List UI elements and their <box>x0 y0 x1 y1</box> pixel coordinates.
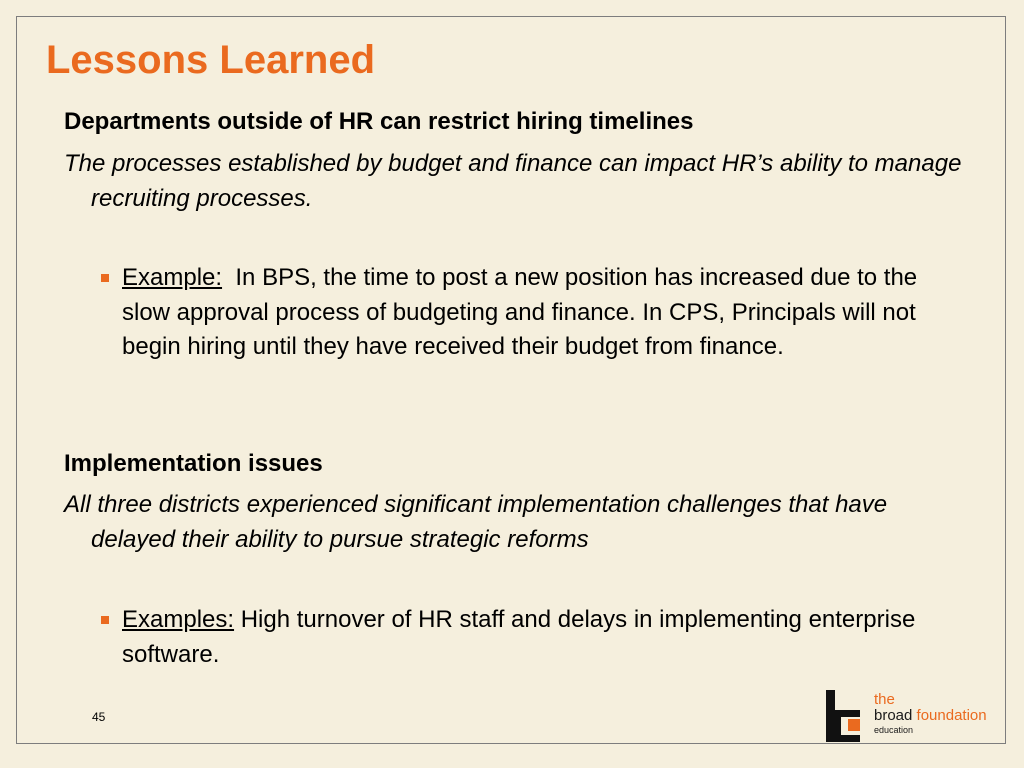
slide-title: Lessons Learned <box>46 38 376 82</box>
logo-mark-icon <box>826 690 860 742</box>
section-subtext-hiring: The processes established by budget and finance can impact HR’s ability to manage recruiting processes. <box>64 150 962 212</box>
square-bullet-icon <box>101 274 109 282</box>
square-bullet-icon <box>101 616 109 624</box>
bullet-text-container <box>122 603 961 672</box>
page-number: 45 <box>92 710 106 724</box>
logo-line-the: the <box>874 691 895 708</box>
logo-word-foundation: foundation <box>916 707 987 724</box>
section-heading-implementation: Implementation issues <box>64 450 323 477</box>
bullet-body: High turnover of HR staff and delays in implementing enterprise software. <box>122 606 916 668</box>
bullet-body: In BPS, the time to post a new position has increased due to the slow approval process of budgeting and finance. In CPS, Principals will not begin hiring until they have received their budget from finance. <box>122 264 918 360</box>
broad-foundation-logo <box>826 690 1004 742</box>
logo-wordmark <box>874 692 987 736</box>
bullet-example-implementation <box>101 603 961 672</box>
bullet-text-container <box>122 261 961 365</box>
section-subtext-implementation: All three districts experienced significant implementation challenges that have delayed their ability to pursue strategic reforms <box>64 491 888 553</box>
bullet-label: Examples: <box>122 606 235 633</box>
logo-word-broad: broad <box>874 707 913 724</box>
bullet-example-hiring <box>101 261 961 365</box>
bullet-label: Example: <box>122 264 223 291</box>
logo-line-education: education <box>874 725 914 735</box>
section-heading-hiring: Departments outside of HR can restrict hiring timelines <box>64 108 694 135</box>
logo-line-broad-foundation <box>874 708 987 724</box>
